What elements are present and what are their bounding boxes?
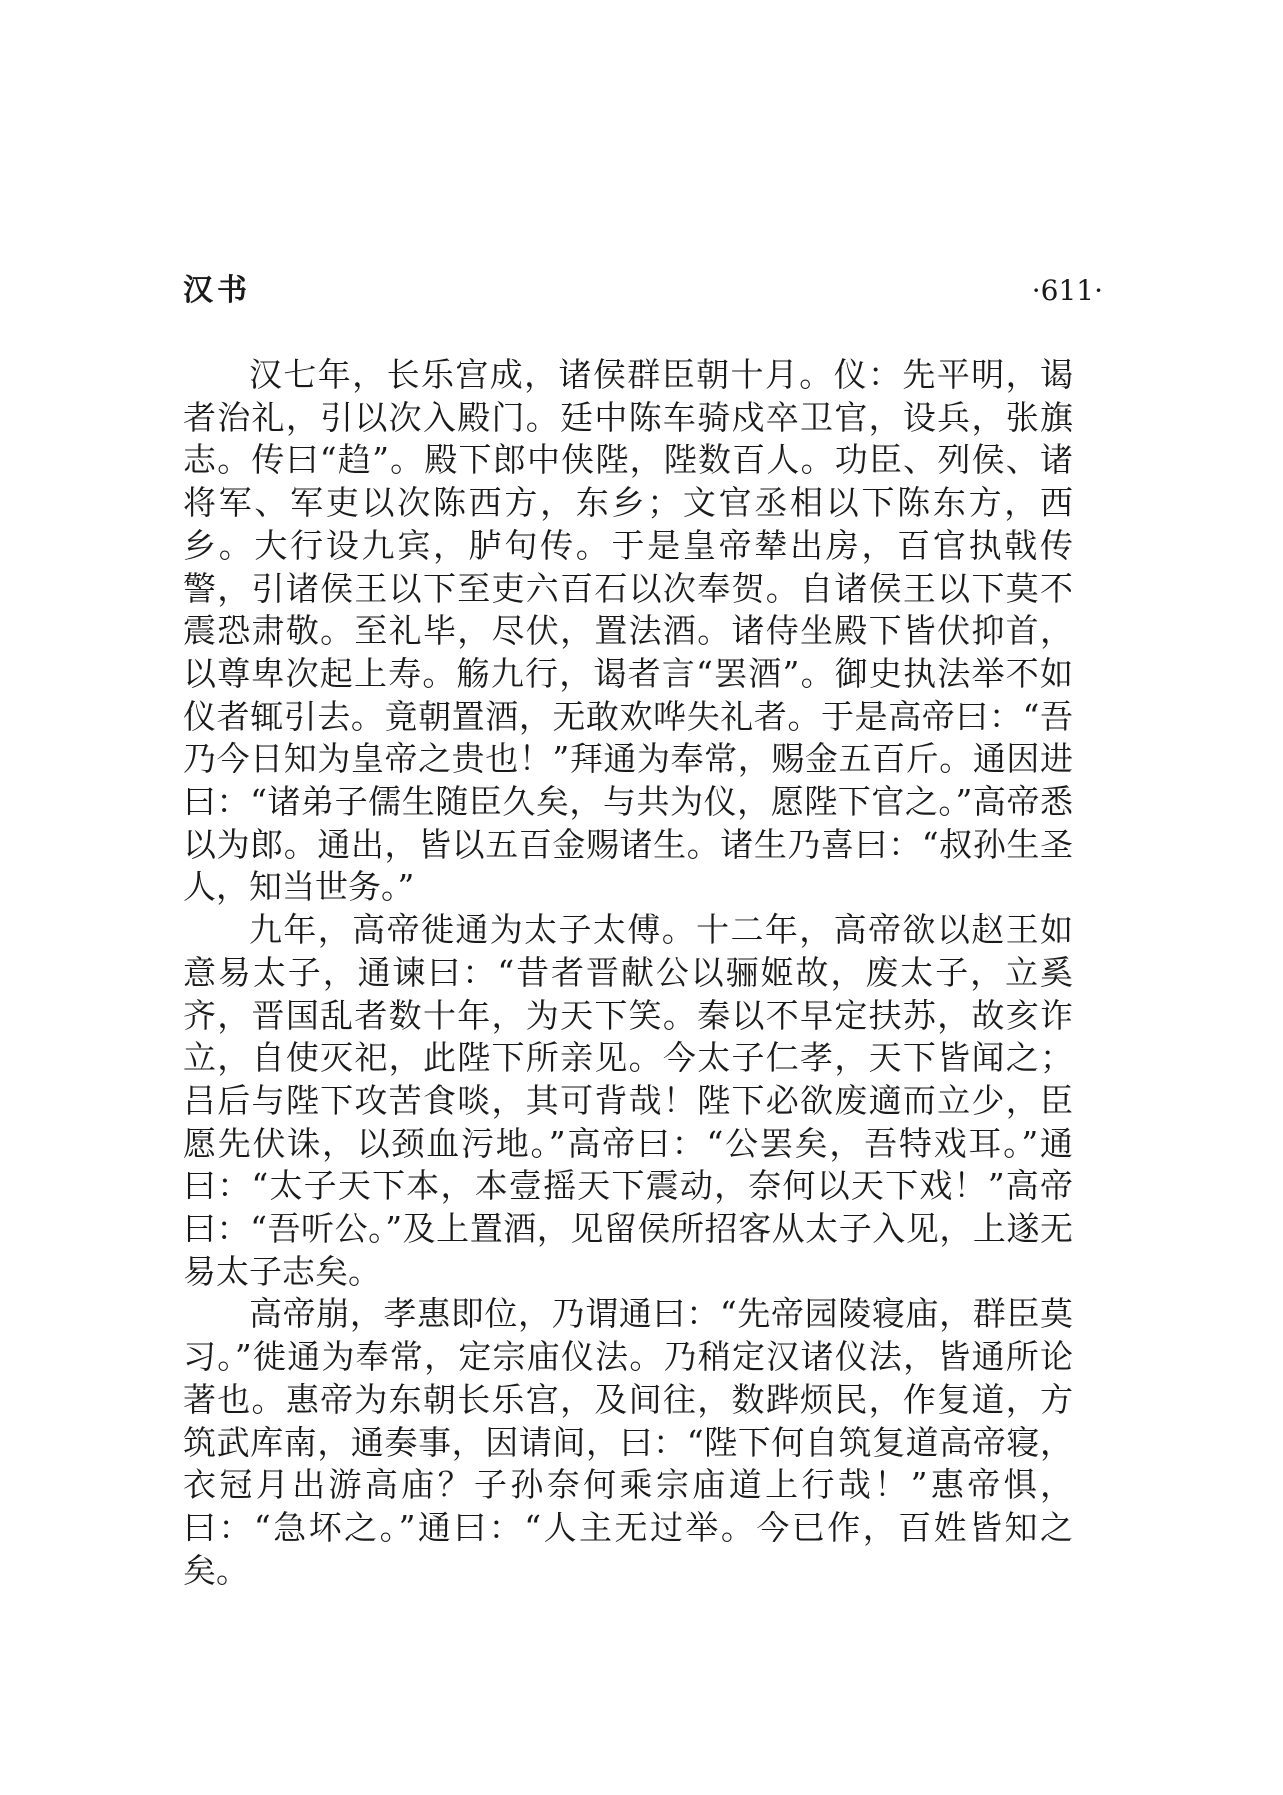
paragraph: 九年，高帝徙通为太子太傅。十二年，高帝欲以赵王如意易太子，通谏曰：“昔者晋献公以骊姬故，废太子，立奚齐，晋国乱者数十年，为天下笑。秦以不早定扶苏，故亥诈立，自使灭祀，此陛下所亲见。今太子仁孝，天下皆闻之；吕后与陛下攻苦食啖，其可背哉！陛下必欲废適而立少，臣愿先伏诛，以颈血污地。”高帝曰：“公罢矣，吾特戏耳。”通曰：“太子天下本，本壹摇天下震动，奈何以天下戏！”高帝曰：“吾听公。”及上置酒，见留侯所招客从太子入见，上遂无易太子志矣。 xyxy=(183,910,1073,1291)
body-text xyxy=(183,354,1073,1592)
paragraph: 汉七年，长乐宫成，诸侯群臣朝十月。仪：先平明，谒者治礼，引以次入殿门。廷中陈车骑戍卒卫官，设兵，张旗志。传曰“趋”。殿下郎中侠陛，陛数百人。功臣、列侯、诸将军、军吏以次陈西方，东乡；文官丞相以下陈东方，西乡。大行设九宾，胪句传。于是皇帝辇出房，百官执戟传警，引诸侯王以下至吏六百石以次奉贺。自诸侯王以下莫不震恐肃敬。至礼毕，尽伏，置法酒。诸侍坐殿下皆伏抑首，以尊卑次起上寿。觞九行，谒者言“罢酒”。御史执法举不如仪者辄引去。竟朝置酒，无敢欢哗失礼者。于是高帝曰：“吾乃今日知为皇帝之贵也！”拜通为奉常，赐金五百斤。通因进曰：“诸弟子儒生随臣久矣，与共为仪，愿陛下官之。”高帝悉以为郎。通出，皆以五百金赐诸生。诸生乃喜曰：“叔孙生圣人，知当世务。” xyxy=(183,355,1073,907)
running-head xyxy=(183,268,1103,314)
page-number: ·611· xyxy=(1031,274,1103,307)
book-title: 汉书 xyxy=(183,273,251,308)
paragraph: 高帝崩，孝惠即位，乃谓通曰：“先帝园陵寝庙，群臣莫习。”徙通为奉常，定宗庙仪法。乃稍定汉诸仪法，皆通所论著也。惠帝为东朝长乐宫，及间往，数跸烦民，作复道，方筑武库南，通奏事，因请间，曰：“陛下何自筑复道高帝寝，衣冠月出游高庙？子孙奈何乘宗庙道上行哉！”惠帝惧，曰：“急坏之。”通曰：“人主无过举。今已作，百姓皆知之矣。 xyxy=(183,1294,1073,1590)
